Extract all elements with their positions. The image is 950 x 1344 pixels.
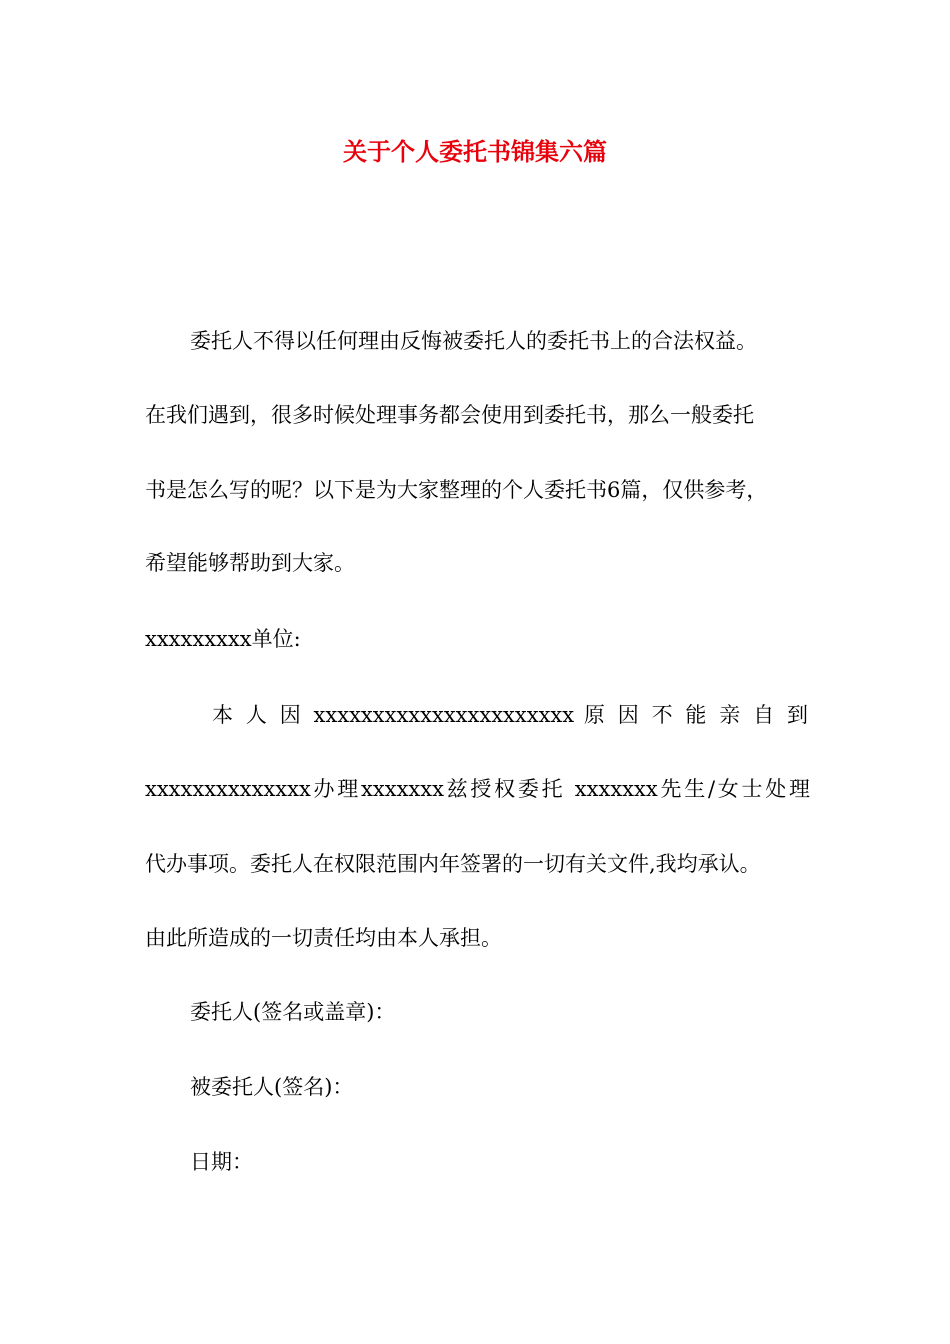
recipient-line: xxxxxxxxx单位:: [145, 627, 301, 651]
paragraph-line-4: 希望能够帮助到大家。: [145, 551, 355, 575]
body-line-2: xxxxxxxxxxxxxx办理xxxxxxx兹授权委托 xxxxxxx先生/女士处理: [145, 777, 810, 801]
body-line-1: 本 人 因 xxxxxxxxxxxxxxxxxxxxxx 原 因 不 能 亲 自 到: [212, 703, 808, 727]
paragraph-line-3: 书是怎么写的呢？以下是为大家整理的个人委托书6篇，仅供参考，: [145, 478, 768, 502]
signature-date: 日期：: [190, 1150, 253, 1174]
paragraph-line-1: 委托人不得以任何理由反悔被委托人的委托书上的合法权益。: [190, 329, 757, 353]
signature-principal: 委托人(签名或盖章)：: [190, 1000, 396, 1024]
body-line-3: 代办事项。委托人在权限范围内年签署的一切有关文件,我均承认。: [145, 852, 761, 876]
body-line-4: 由此所造成的一切责任均由本人承担。: [145, 926, 502, 950]
paragraph-line-2: 在我们遇到，很多时候处理事务都会使用到委托书，那么一般委托: [145, 403, 754, 427]
signature-agent: 被委托人(签名)：: [190, 1075, 354, 1099]
document-title: 关于个人委托书锦集六篇: [343, 138, 607, 166]
